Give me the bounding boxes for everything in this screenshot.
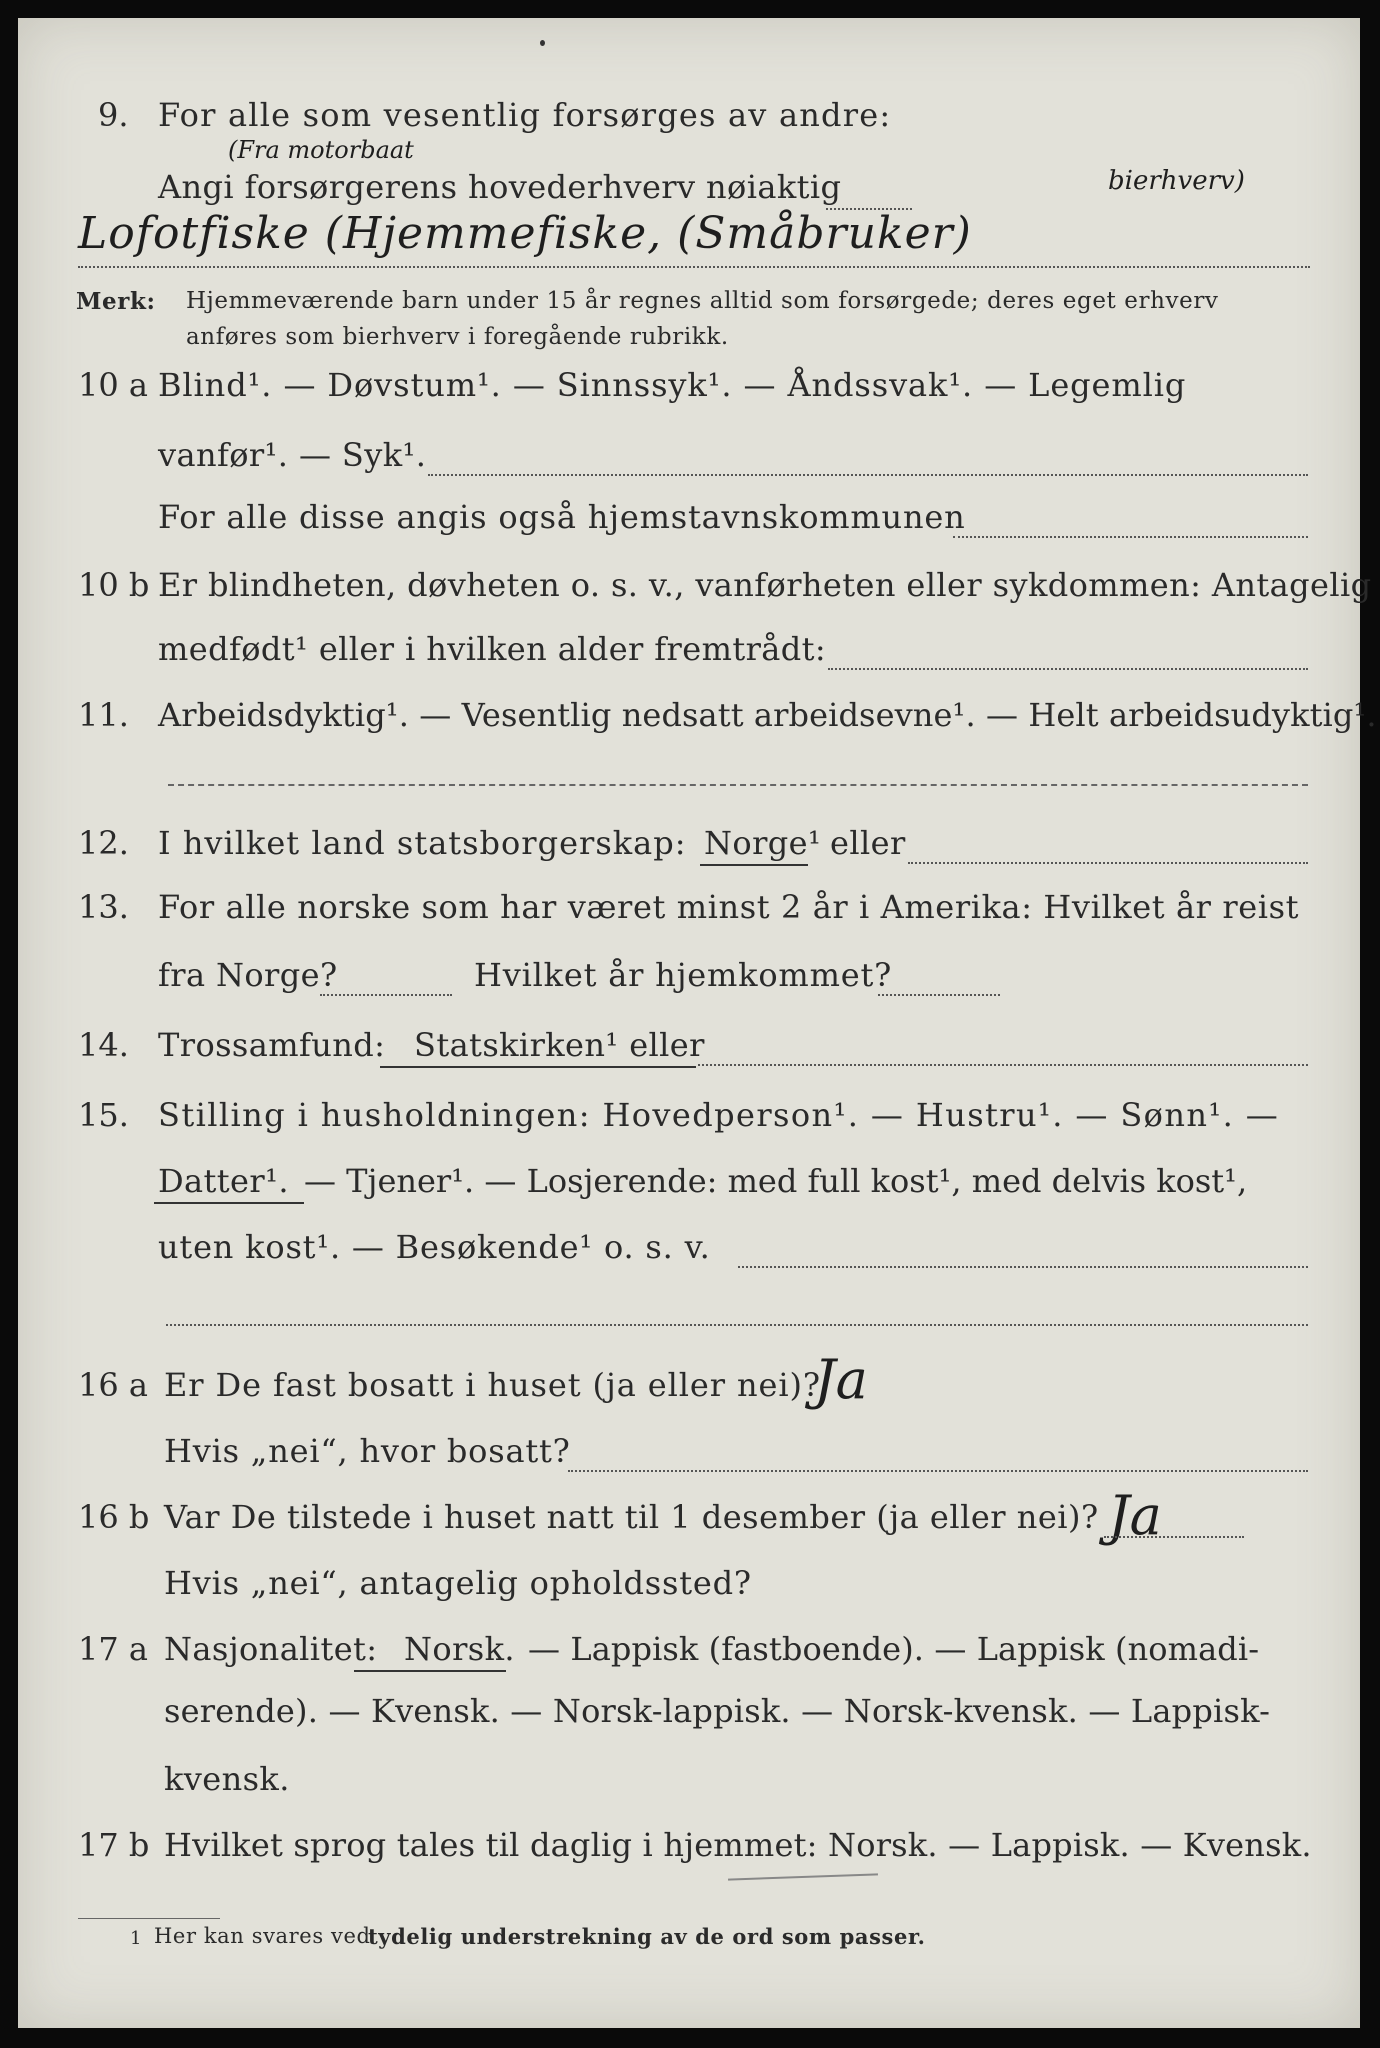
q14-answer-line — [698, 1064, 1308, 1066]
q10a-line1: Blind¹. — Døvstum¹. — Sinnssyk¹. — Åndssvak¹. — Legemlig — [158, 366, 1187, 404]
q17b-number: 17 b — [78, 1826, 150, 1864]
merk-label: Merk: — [76, 288, 156, 315]
q17a-number: 17 a — [78, 1630, 148, 1668]
q10b-number: 10 b — [78, 566, 150, 604]
q12-underline-norge — [700, 864, 808, 866]
q10b-line2: medfødt¹ eller i hvilken alder fremtrådt: — [158, 630, 827, 668]
q9-number: 9. — [98, 96, 129, 134]
merk-line1: Hjemmeværende barn under 15 år regnes alltid som forsørgede; deres eget erhverv — [186, 288, 1219, 314]
footnote-rule — [78, 1918, 220, 1919]
q14-line1b: Statskirken¹ eller — [414, 1026, 705, 1064]
q10b-answer-line — [828, 668, 1308, 670]
q14-line1a: Trossamfund: — [158, 1026, 386, 1064]
q13-line2a: fra Norge? — [158, 956, 338, 994]
q15-separator — [166, 1324, 1308, 1326]
q15-underline-datter — [154, 1202, 304, 1204]
q9-handwriting-above: (Fra motorbaat — [228, 136, 414, 164]
q16a-answer-line — [568, 1470, 1308, 1472]
q15-line2b: — Tjener¹. — Losjerende: med full kost¹, med delvis kost¹, — [304, 1162, 1248, 1200]
q17a-line1a: Nasjonalitet: — [164, 1630, 378, 1668]
footnote-text-b: tydelig understrekning av de ord som passer. — [368, 1924, 926, 1949]
q14-underline-statskirken — [380, 1066, 696, 1068]
q14-number: 14. — [78, 1026, 129, 1064]
q15-line3: uten kost¹. — Besøkende¹ o. s. v. — [158, 1228, 711, 1266]
census-form-page — [18, 18, 1377, 2028]
q15-number: 15. — [78, 1096, 129, 1134]
q9-answer-line-2 — [78, 266, 1310, 268]
q15-line1: Stilling i husholdningen: Hovedperson¹. — Hustru¹. — Sønn¹. — — [158, 1096, 1280, 1134]
footnote-marker: 1 — [130, 1928, 143, 1949]
q16b-line2: Hvis „nei“, antagelig opholdssted? — [164, 1564, 752, 1602]
q16a-answer: Ja — [814, 1348, 868, 1411]
q17a-line1b: Norsk. — [404, 1630, 515, 1668]
q15-answer-line — [738, 1266, 1308, 1268]
q12-line1c: eller — [830, 824, 906, 862]
q13-line2b: Hvilket år hjemkommet? — [474, 956, 893, 994]
q11-separator — [168, 784, 1308, 786]
q12-answer-line — [908, 862, 1308, 864]
q9-line1: For alle som vesentlig forsørges av andre: — [158, 96, 892, 134]
q12-number: 12. — [78, 824, 129, 862]
q16a-line2: Hvis „nei“, hvor bosatt? — [164, 1432, 571, 1470]
q13-line1: For alle norske som har været minst 2 år i Amerika: Hvilket år reist — [158, 888, 1300, 926]
q9-handwriting-main: Lofotfiske (Hjemmefiske, (Småbruker) — [78, 208, 972, 259]
q10b-line1: Er blindheten, døvheten o. s. v., vanførheten eller sykdommen: Antagelig — [158, 566, 1372, 604]
q17a-line1c: — Lappisk (fastboende). — Lappisk (nomadi- — [528, 1630, 1260, 1668]
q17b-pencil-mark — [728, 1873, 878, 1880]
q10a-line3: For alle disse angis også hjemstavnskommunen — [158, 498, 966, 536]
q13-reist-line — [320, 994, 452, 996]
q17a-line2: serende). — Kvensk. — Norsk-lappisk. — Norsk-kvensk. — Lappisk- — [164, 1692, 1271, 1730]
q10a-kommune-line — [953, 536, 1308, 538]
q17a-line3: kvensk. — [164, 1760, 290, 1798]
q10a-answer-line — [428, 474, 1308, 476]
q17b-line1: Hvilket sprog tales til daglig i hjemmet: Norsk. — Lappisk. — Kvensk. — [164, 1826, 1312, 1864]
q10a-line2: vanfør¹. — Syk¹. — [158, 436, 427, 474]
footnote-text-a: Her kan svares ved — [154, 1924, 371, 1948]
q13-number: 13. — [78, 888, 129, 926]
q16b-line1: Var De tilstede i huset natt til 1 desember (ja eller nei)? — [164, 1498, 1099, 1536]
q16a-line1: Er De fast bosatt i huset (ja eller nei)? — [164, 1366, 821, 1404]
q9-handwriting-bierhverv: bierhverv) — [1108, 166, 1245, 196]
q11-number: 11. — [78, 696, 129, 734]
q16b-answer: Ja — [1108, 1484, 1162, 1547]
q16a-number: 16 a — [78, 1366, 148, 1404]
q10a-number: 10 a — [78, 366, 148, 404]
q15-line2a: Datter¹. — [158, 1162, 289, 1200]
q17a-underline-norsk — [354, 1670, 506, 1672]
q13-hjemkommet-line — [878, 994, 1000, 996]
q11-line1: Arbeidsdyktig¹. — Vesentlig nedsatt arbeidsevne¹. — Helt arbeidsudyktig¹. — [158, 696, 1377, 734]
q9-line2: Angi forsørgerens hovederhverv nøiaktig — [158, 168, 842, 206]
merk-line2: anføres som bierhverv i foregående rubrikk. — [186, 324, 729, 350]
punch-mark — [540, 40, 545, 46]
q12-line1a: I hvilket land statsborgerskap: — [158, 824, 687, 862]
q12-line1b: Norge¹ — [704, 824, 822, 862]
q16b-answer-line — [1104, 1536, 1244, 1538]
q16b-number: 16 b — [78, 1498, 150, 1536]
